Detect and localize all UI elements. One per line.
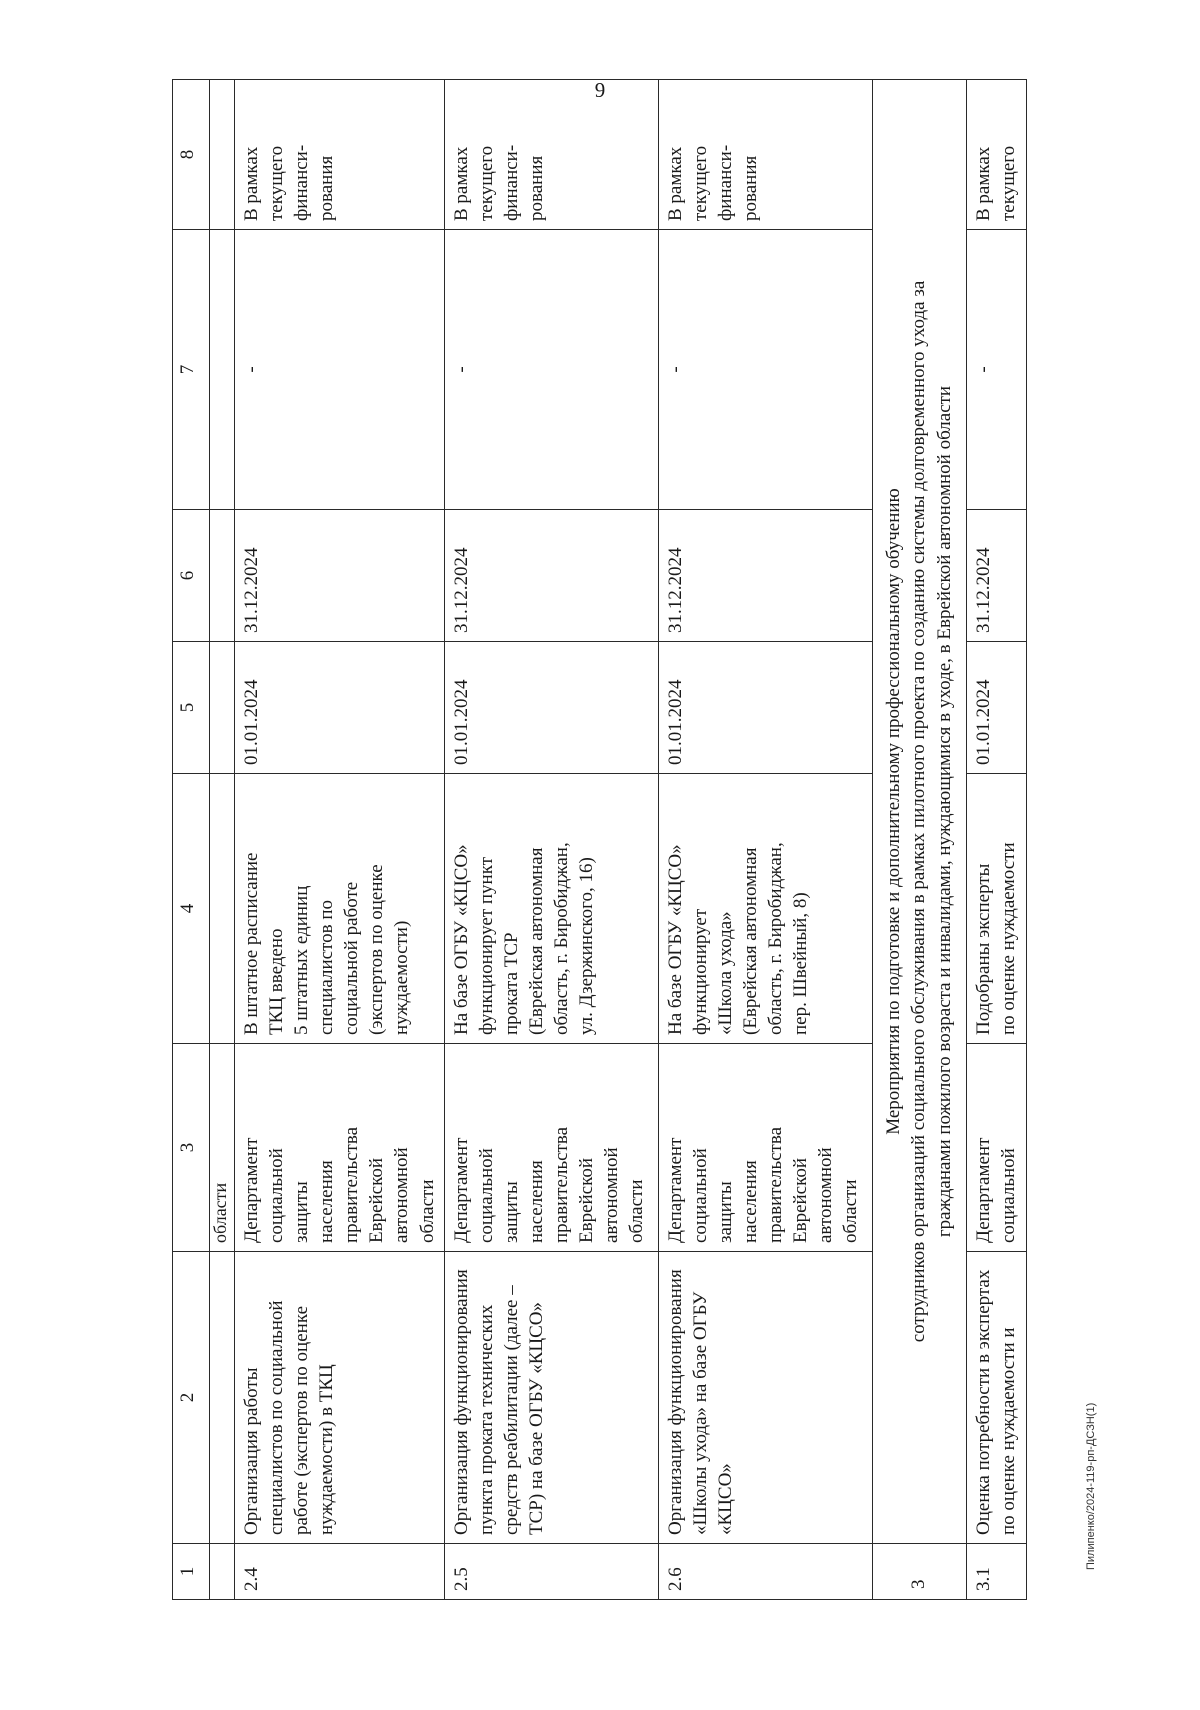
table-row	[444, 80, 658, 1600]
financing-source	[966, 80, 1026, 230]
header-cell-8: 8	[173, 80, 210, 230]
text-line: В рамках	[972, 146, 994, 221]
text-line: автономной	[601, 1147, 623, 1243]
header-cell-2: 2	[173, 1252, 210, 1544]
text-line: области	[626, 1179, 648, 1243]
section-title-line: гражданами пожилого возраста и инвалидами, нуждающимися в уходе, в Еврейской автономной области	[933, 385, 955, 1238]
text-line: социальной	[475, 1148, 497, 1243]
text-line: рования	[739, 155, 761, 221]
text-line: (Еврейская автономная	[739, 847, 761, 1035]
row-number: 3.1	[966, 1544, 1026, 1600]
text-line: Еврейской	[790, 1157, 812, 1243]
text-line: финанси-	[291, 144, 313, 221]
carryover-cell: области	[210, 1044, 235, 1252]
text-line: (экспертов по оценке	[366, 864, 388, 1035]
table-row	[966, 80, 1026, 1600]
text-line: Департамент	[664, 1137, 686, 1243]
end-date: 31.12.2024	[966, 510, 1026, 642]
header-cell-6: 6	[173, 510, 210, 642]
text-line: ТКЦ введено	[266, 928, 288, 1035]
text-line: финанси-	[500, 144, 522, 221]
carryover-row	[210, 80, 235, 1600]
text-line: социальной	[997, 1148, 1019, 1243]
text-line: Департамент	[450, 1137, 472, 1243]
expected-result	[966, 774, 1026, 1044]
responsible-executor	[966, 1044, 1026, 1252]
end-date: 31.12.2024	[444, 510, 658, 642]
text-line: 5 штатных единиц	[291, 885, 313, 1035]
text-line: защиты	[500, 1181, 522, 1243]
start-date: 01.01.2024	[658, 642, 872, 774]
text-line: В рамках	[664, 146, 686, 221]
text-line: автономной	[391, 1147, 413, 1243]
expected-result	[444, 774, 658, 1044]
start-date: 01.01.2024	[235, 642, 445, 774]
text-line: области	[840, 1179, 862, 1243]
section-number: 3	[872, 1544, 966, 1600]
text-line: Департамент	[972, 1137, 994, 1243]
responsible-executor	[444, 1044, 658, 1252]
activity-name: Оценка потребности в экспертах по оценке нуждаемости и	[966, 1252, 1026, 1544]
table-row	[658, 80, 872, 1600]
plan-table	[172, 79, 1027, 1600]
activity-name: Организация функционирования «Школы ухода» на базе ОГБУ «КЦСО»	[658, 1252, 872, 1544]
text-line: специалистов по	[316, 900, 338, 1035]
section-title-line: Мероприятия по подготовке и дополнительному профессиональному обучению	[882, 488, 904, 1135]
text-line: правительства	[764, 1126, 786, 1243]
expected-result	[235, 774, 445, 1044]
text-line: текущего	[475, 145, 497, 221]
section-row	[872, 80, 966, 1600]
text-line: Департамент	[241, 1137, 262, 1243]
text-line: рования	[525, 155, 547, 221]
header-row	[173, 80, 210, 1600]
text-line: проката ТСР	[500, 932, 522, 1035]
section-title-line: сотрудников организаций социального обслуживания в рамках пилотного проекта по созданию системы долговременного ухода за	[908, 280, 930, 1343]
table-row	[235, 80, 445, 1600]
text-line: правительства	[550, 1126, 572, 1243]
end-date: 31.12.2024	[235, 510, 445, 642]
text-line: Еврейской	[576, 1157, 598, 1243]
budget-amount: -	[235, 230, 445, 510]
header-cell-3: 3	[173, 1044, 210, 1252]
text-line: защиты	[291, 1181, 313, 1243]
row-number: 2.6	[658, 1544, 872, 1600]
row-number: 2.5	[444, 1544, 658, 1600]
start-date: 01.01.2024	[966, 642, 1026, 774]
responsible-executor	[235, 1044, 445, 1252]
text-line: социальной работе	[341, 881, 363, 1035]
budget-amount: -	[444, 230, 658, 510]
expected-result	[658, 774, 872, 1044]
header-cell-4: 4	[173, 774, 210, 1044]
financing-source	[658, 80, 872, 230]
header-cell-7: 7	[173, 230, 210, 510]
text-line: В рамках	[450, 146, 472, 221]
text-line: текущего	[689, 145, 711, 221]
document-code: Пилипенко/2024-119-рп-ДСЗН(1)	[1085, 1402, 1097, 1570]
end-date: 31.12.2024	[658, 510, 872, 642]
budget-amount: -	[658, 230, 872, 510]
text-line: населения	[739, 1160, 761, 1243]
text-line: функционирует	[689, 908, 711, 1035]
text-line: текущего	[997, 145, 1019, 221]
text-line: «Школа ухода»	[714, 911, 736, 1035]
header-cell-1: 1	[173, 1544, 210, 1600]
financing-source	[444, 80, 658, 230]
text-line: нуждаемости)	[391, 920, 413, 1035]
text-line: рования	[316, 155, 338, 221]
text-line: финанси-	[714, 144, 736, 221]
text-line: социальной	[689, 1148, 711, 1243]
text-line: пер. Швейный, 8)	[790, 892, 812, 1035]
section-title	[872, 80, 966, 1544]
financing-source	[235, 80, 445, 230]
activity-name: Организация функционирования пункта проката технических средств реабилитации (далее – ТСР) на базе ОГБУ «КЦСО»	[444, 1252, 658, 1544]
activity-name: Организация работы специалистов по социальной работе (экспертов по оценке нуждаемости) в ТКЦ	[235, 1252, 445, 1544]
text-line: (Еврейская автономная	[525, 847, 547, 1035]
text-line: защиты	[714, 1181, 736, 1243]
text-line: В штатное расписание	[241, 852, 262, 1035]
header-cell-5: 5	[173, 642, 210, 774]
text-line: функционирует пункт	[475, 856, 497, 1035]
budget-amount: -	[966, 230, 1026, 510]
text-line: В рамках	[241, 146, 262, 221]
rotated-table-area	[172, 80, 1072, 1600]
text-line: текущего	[266, 145, 288, 221]
text-line: ул. Дзержинского, 16)	[576, 857, 598, 1035]
text-line: Подобраны эксперты	[972, 863, 994, 1035]
text-line: правительства	[341, 1126, 363, 1243]
row-number: 2.4	[235, 1544, 445, 1600]
text-line: автономной	[815, 1147, 837, 1243]
text-line: На базе ОГБУ «КЦСО»	[664, 844, 686, 1035]
text-line: социальной	[266, 1148, 288, 1243]
start-date: 01.01.2024	[444, 642, 658, 774]
responsible-executor	[658, 1044, 872, 1252]
text-line: область, г. Биробиджан,	[764, 842, 786, 1035]
text-line: На базе ОГБУ «КЦСО»	[450, 844, 472, 1035]
text-line: по оценке нуждаемости	[997, 842, 1019, 1035]
page-number: 9	[594, 78, 606, 102]
text-line: Еврейской	[366, 1157, 388, 1243]
text-line: область, г. Биробиджан,	[550, 842, 572, 1035]
text-line: области	[416, 1179, 438, 1243]
text-line: населения	[316, 1160, 338, 1243]
text-line: населения	[525, 1160, 547, 1243]
